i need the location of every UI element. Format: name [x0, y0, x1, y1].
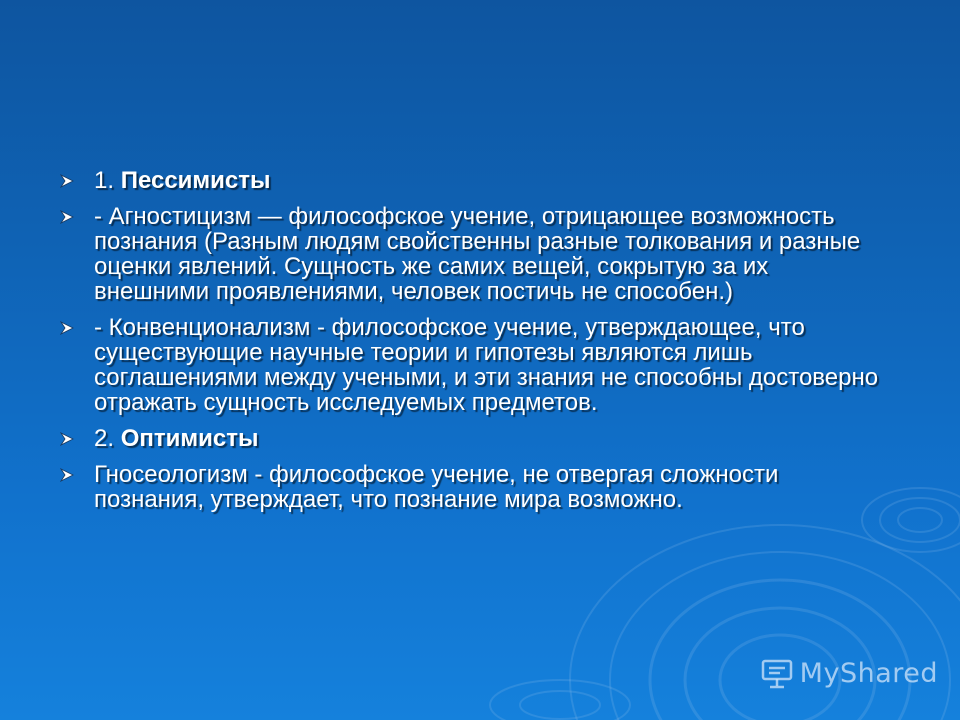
presentation-board-icon	[760, 656, 794, 690]
bullet-text: Оптимисты	[120, 425, 259, 452]
arrow-bullet-icon	[60, 468, 74, 482]
bullet-prefix: 1.	[94, 167, 121, 194]
bullet-prefix: 2.	[94, 425, 121, 452]
watermark	[760, 656, 938, 690]
bullet-text: Пессимисты	[120, 167, 271, 194]
bullet-text: - Конвенционализм - философское учение, утверждающее, что существующие научные теории и гипотезы являются лишь соглашениями между учеными, и эти знания не способны достоверно отражать сущность исследуемых предметов.	[94, 314, 879, 416]
bullet-list	[60, 168, 890, 512]
bullet-item-agnosticism	[60, 204, 890, 304]
arrow-bullet-icon	[60, 210, 74, 224]
bullet-text: - Агностицизм — философское учение, отрицающее возможность познания (Разным людям свойственны разные толкования и разные оценки явлений. Сущность же самих вещей, сокрытую за их внешними проявлениями, человек постичь не способен.)	[94, 203, 861, 305]
arrow-bullet-icon	[60, 174, 74, 188]
bullet-item-pessimists	[60, 168, 890, 193]
bullet-item-gnoseologism	[60, 462, 890, 512]
arrow-bullet-icon	[60, 432, 74, 446]
bullet-text: Гносеологизм - философское учение, не отвергая сложности познания, утверждает, что познание мира возможно.	[94, 461, 779, 513]
watermark-text: MyShared	[799, 657, 938, 689]
arrow-bullet-icon	[60, 321, 74, 335]
bullet-item-conventionalism	[60, 315, 890, 415]
bullet-item-optimists	[60, 426, 890, 451]
slide-content	[60, 168, 890, 523]
